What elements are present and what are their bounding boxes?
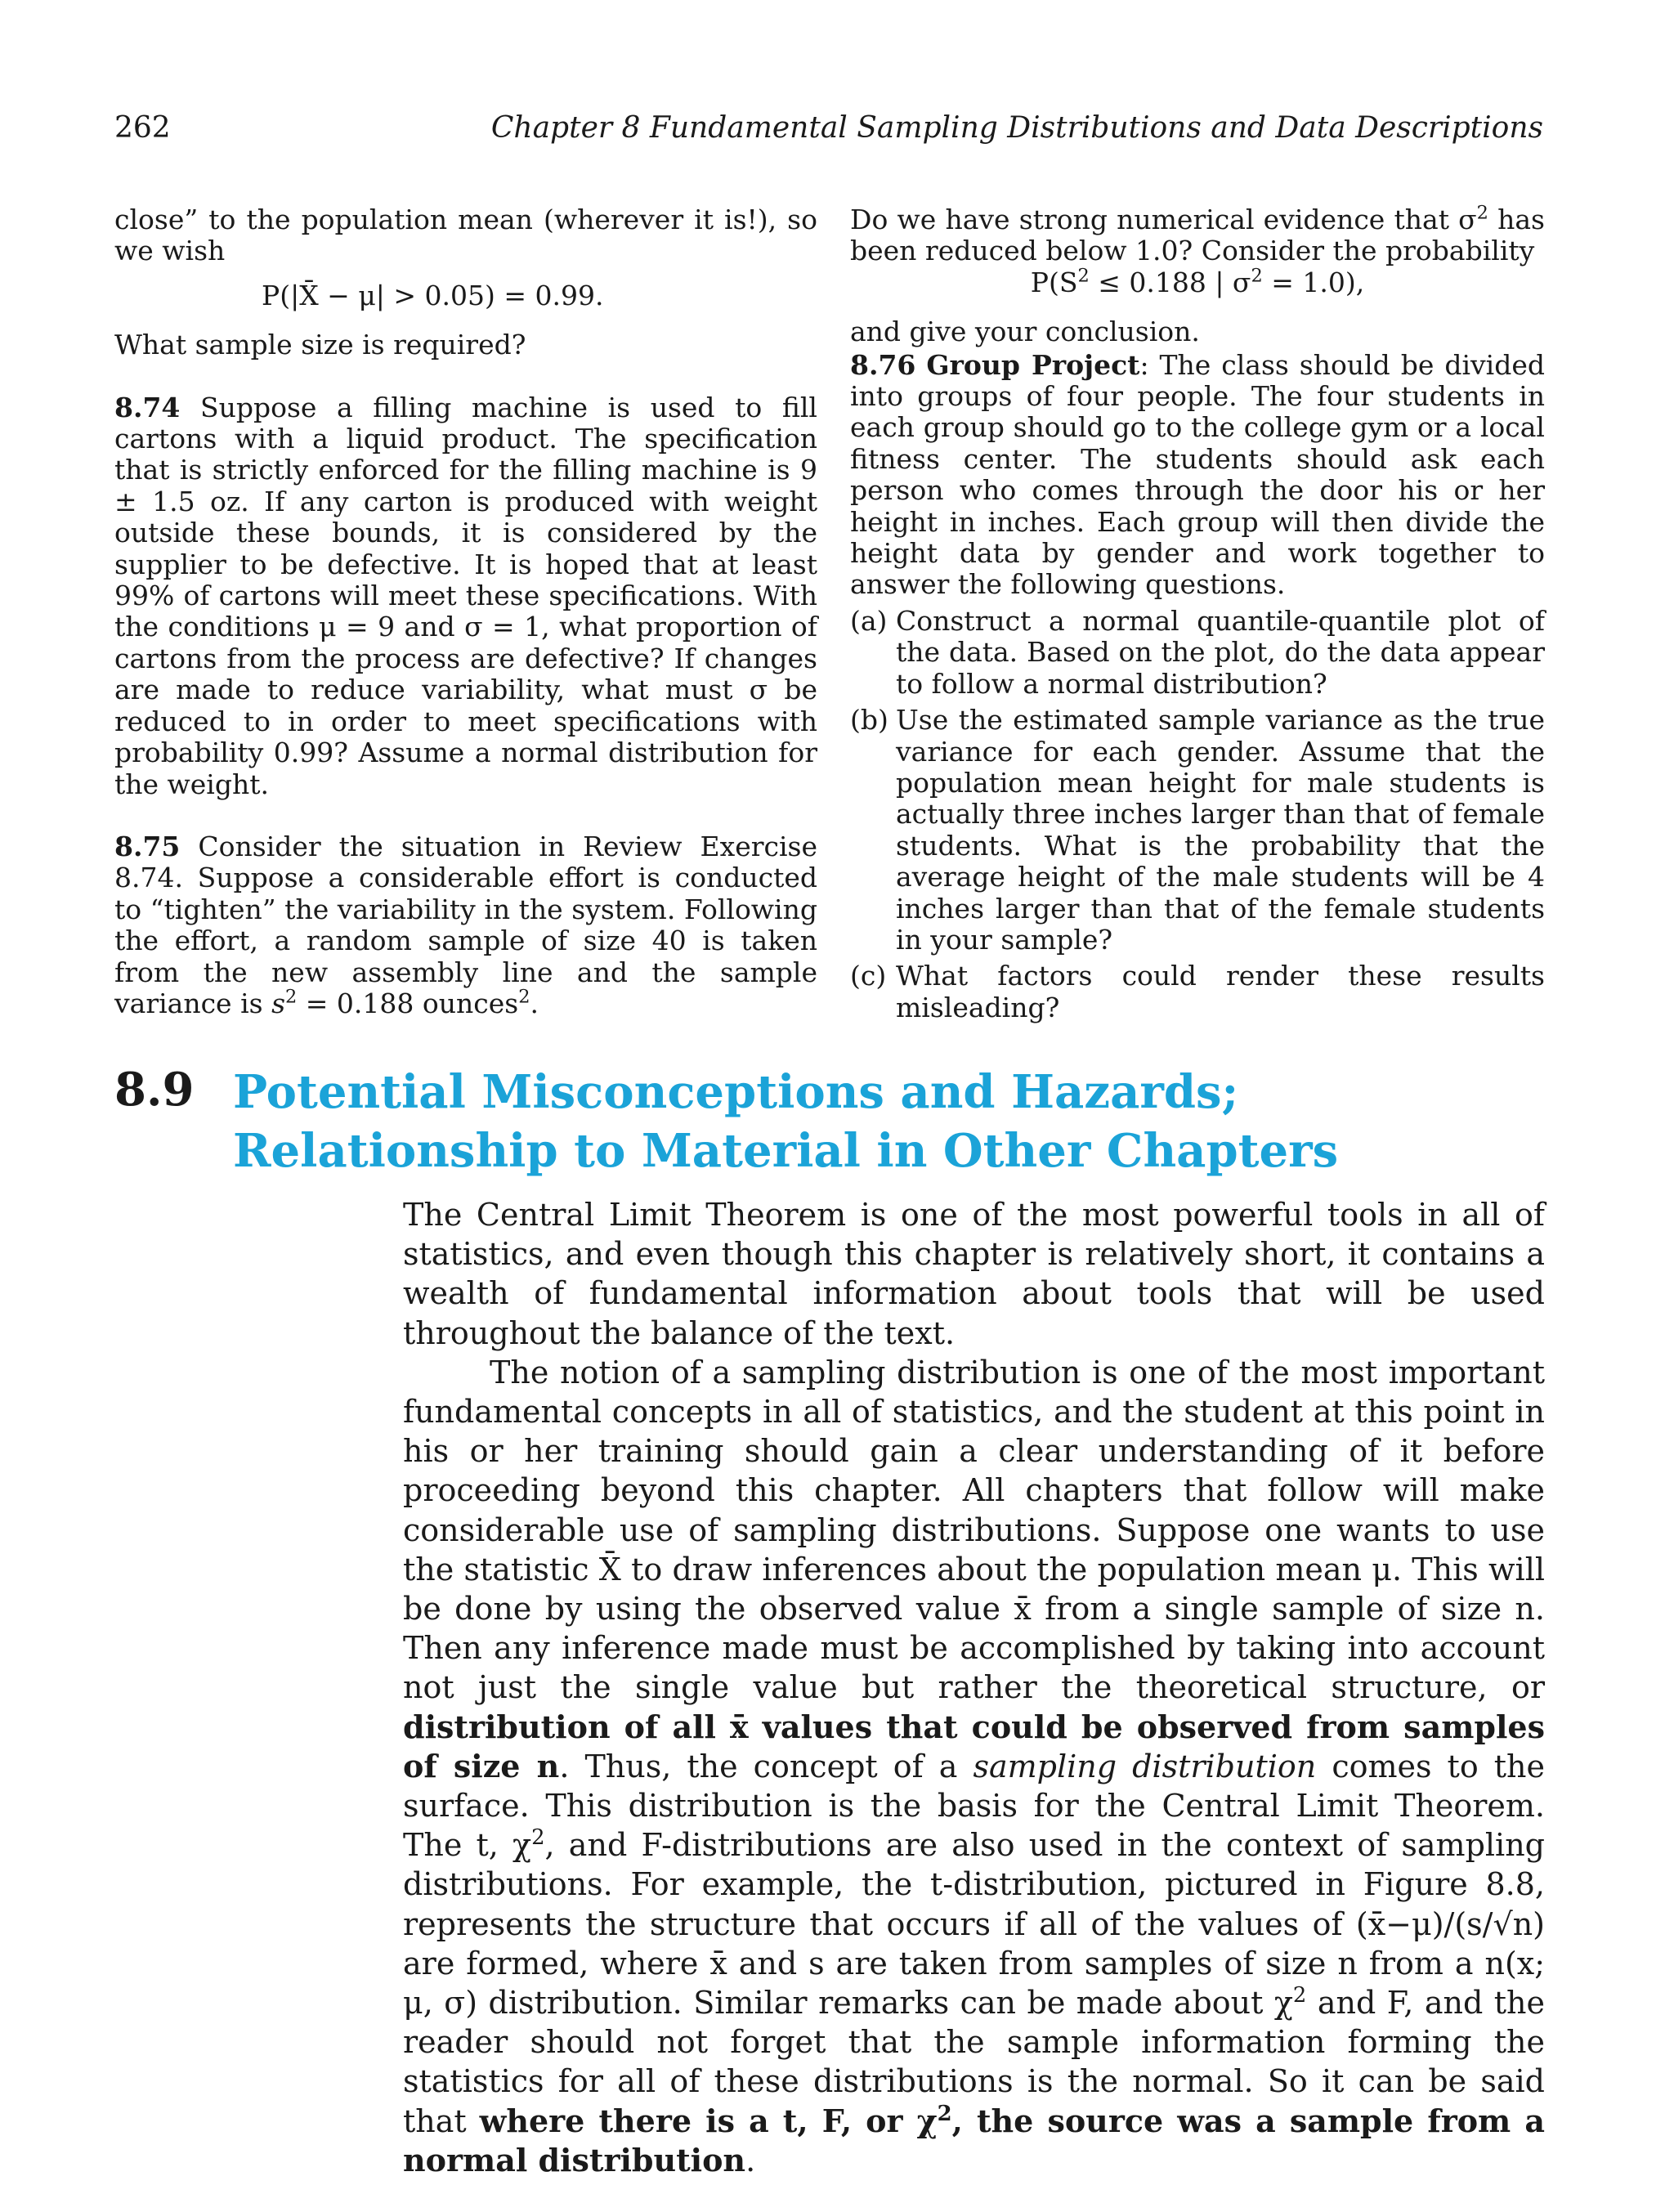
superscript: 2	[531, 1825, 545, 1851]
exercise-number: 8.74	[114, 391, 181, 423]
display-equation: P(|X̄ − μ| > 0.05) = 0.99.	[262, 279, 604, 311]
superscript: 2	[1292, 1982, 1307, 2008]
text-run: The notion of a sampling distribution is one of the most important fundamental concepts in all of statistics, and the student at this point in his or her training should gain a clear understanding of it before proceeding beyond this chapter. All chapters that follow will make considerable use of sampling distributions. Suppose one wants to use the statistic X̄ to draw inferences about the population mean μ. This will be done by using the observed value x̄ from a single sample of size n. Then any inference made must be accomplished by taking into account not just the single value but rather the theoretical structure, or	[403, 1354, 1545, 1706]
running-head: Chapter 8 Fundamental Sampling Distributions and Data Descriptions	[490, 111, 1543, 145]
text-run: .	[745, 2142, 756, 2178]
sub-text: Use the estimated sample variance as the true variance for each gender. Assume that the population mean height for male students is actually three inches larger than that of female students. What is the probability that the average height of the male students will be 4 inches larger than that of the female students in your sample?	[896, 704, 1545, 956]
exercise-8-76	[850, 350, 1545, 601]
eq-part: = 1.0),	[1262, 266, 1365, 298]
exercise-8-75	[114, 831, 817, 1019]
superscript: 2	[285, 986, 298, 1008]
sub-text: Construct a normal quantile-quantile plot of the data. Based on the plot, do the data appear to follow a normal distribution?	[896, 604, 1545, 700]
right-column	[850, 204, 1545, 1023]
text-run: . Thus, the concept of a	[559, 1748, 974, 1784]
bold-run: , the source was a sample from a normal distribution	[403, 2102, 1545, 2178]
exercise-math: s	[271, 987, 286, 1019]
sub-label: (c)	[850, 960, 887, 992]
intro-text	[850, 204, 1545, 267]
exercise-text: Consider the situation in Review Exercise 8.74. Suppose a considerable effort is conducted to “tighten” the variability in the system. Following the effort, a random sample of size 40 is taken from the new assembly line and the sample variance is	[114, 830, 818, 1019]
section-title-line: Potential Misconceptions and Hazards;	[233, 1065, 1239, 1119]
italic-run: sampling distribution	[973, 1748, 1317, 1784]
section-body	[403, 1195, 1545, 2180]
conclusion-text: and give your conclusion.	[850, 316, 1200, 348]
sub-text: What factors could render these results misleading?	[896, 960, 1545, 1023]
superscript: 2	[1077, 265, 1090, 287]
left-column	[114, 204, 817, 1019]
exercise-text-end: = 0.188 ounces	[297, 987, 519, 1019]
page-header	[114, 111, 1543, 160]
text-run: , and F-distributions are also used in the context of sampling distributions. For example, the t-distribution, pictured in Figure 8.8, represents the structure that occurs if all of the values of (x̄−μ)/(s/√n) are formed, where x̄ and s are taken from samples of size n from a n(x; μ, σ) distribution. Similar remarks can be made about χ	[403, 1827, 1545, 2022]
superscript: 2	[518, 986, 530, 1008]
exercise-text: : The class should be divided into groups of four people. The four students in each group should go to the college gym or a local fitness center. The students should ask each person who comes through the door his or her height in inches. Each group will then divide the height data by gender and work together to answer the following questions.	[850, 348, 1545, 601]
display-equation	[850, 267, 1545, 298]
sub-item-b	[850, 705, 1545, 956]
section-title-line: Relationship to Material in Other Chapters	[233, 1124, 1339, 1178]
exercise-number: 8.75	[114, 830, 181, 862]
exercise-text: Suppose a filling machine is used to fill cartons with a liquid product. The specification that is strictly enforced for the filling machine is 9 ± 1.5 oz. If any carton is produced with weight outside these bounds, it is considered by the supplier to be defective. It is hoped that at least 99% of cartons will meet these specifications. With the conditions μ = 9 and σ = 1, what proportion of cartons from the process are defective? If changes are made to reduce variability, what must σ be reduced to in order to meet specifications with probability 0.99? Assume a normal distribution for the weight.	[114, 391, 817, 800]
sub-label: (a)	[850, 604, 888, 637]
eq-part: P(S	[1030, 266, 1078, 298]
sub-item-a	[850, 606, 1545, 700]
section-title	[233, 1063, 1541, 1180]
superscript: 2	[1251, 265, 1263, 287]
exercise-number: 8.76	[850, 348, 916, 381]
superscript: 2	[937, 2101, 952, 2126]
text-run: and F, and the reader should not forget that the sample information forming the statistics for all of these distributions is the normal. So it can be said that	[403, 1985, 1545, 2139]
body-paragraph	[403, 1353, 1545, 2180]
question-text: What sample size is required?	[114, 329, 526, 361]
sub-item-c	[850, 960, 1545, 1023]
section-number: 8.9	[114, 1063, 195, 1117]
body-paragraph: The Central Limit Theorem is one of the most powerful tools in all of statistics, and even though this chapter is relatively short, it contains a wealth of fundamental information about tools that will be used throughout the balance of the text.	[403, 1197, 1545, 1351]
bold-run: where there is a t, F, or χ	[479, 2102, 938, 2139]
exercise-8-74	[114, 392, 817, 800]
period: .	[530, 987, 539, 1019]
bold-run: distribution of all x̄ values that could be observed from samples of size n	[403, 1708, 1545, 1784]
page-number: 262	[114, 111, 171, 145]
intro-part: Do we have strong numerical evidence that σ	[850, 204, 1477, 235]
intro-part: has been reduced below 1.0? Consider the probability	[850, 204, 1545, 267]
group-project-label: Group Project	[926, 348, 1140, 381]
sub-label: (b)	[850, 704, 888, 737]
superscript: 2	[1476, 202, 1488, 224]
text-run: comes to the surface. This distribution is the basis for the Central Limit Theorem. The t, χ	[403, 1748, 1545, 1864]
intro-text: close” to the population mean (wherever it is!), so we wish	[114, 204, 817, 267]
eq-part: ≤ 0.188 | σ	[1089, 266, 1251, 298]
